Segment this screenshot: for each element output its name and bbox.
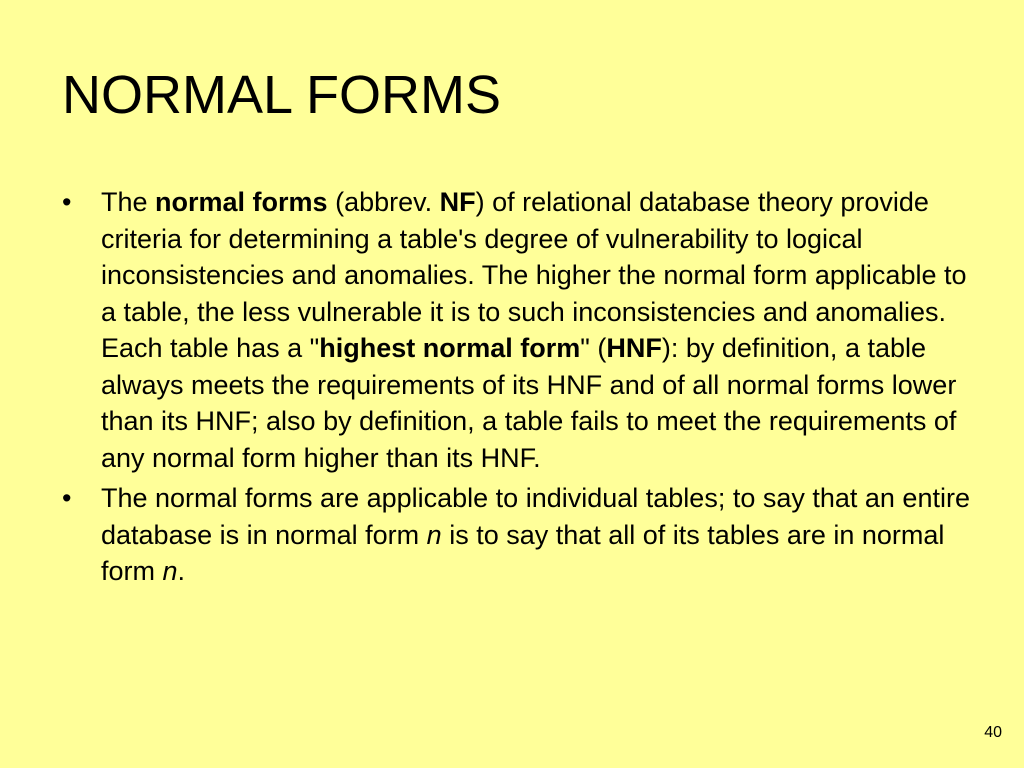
text-run: The normal forms are applicable to individual tables; to say that an entire database is in normal form xyxy=(101,483,970,550)
bullet-text xyxy=(101,187,967,473)
bold-term: HNF xyxy=(606,333,662,363)
bullet-item xyxy=(62,184,982,476)
text-run: The xyxy=(101,187,156,217)
text-run: ): by definition, a table always meets the requirements of its HNF and of all normal forms lower than its HNF; also by definition, a table fails to meet the requirements of any normal form higher than its HNF. xyxy=(101,333,957,473)
bullet-text xyxy=(101,483,970,586)
text-run: . xyxy=(177,556,186,586)
bullet-marker: • xyxy=(62,483,72,513)
slide-title: NORMAL FORMS xyxy=(62,65,502,125)
bullet-marker: • xyxy=(62,187,72,217)
bold-term: highest normal form xyxy=(319,333,581,363)
text-run: is to say that all of its tables are in normal form xyxy=(101,519,945,586)
text-run: " ( xyxy=(580,333,607,363)
text-run: ) of relational database theory provide criteria for determining a table's degree of vulnerability to logical inconsistencies and anomalies. The higher the normal form applicable to a table, the less vulnerable it is to such inconsistencies and anomalies. Each table has a " xyxy=(101,187,967,363)
bullet-item xyxy=(62,480,982,590)
italic-variable: n xyxy=(162,556,178,586)
page-number: 40 xyxy=(984,724,1002,741)
bold-term: NF xyxy=(439,187,476,217)
italic-variable: n xyxy=(426,519,442,550)
bold-term: normal forms xyxy=(155,187,328,217)
bullet-list xyxy=(62,184,982,594)
text-run: (abbrev. xyxy=(327,187,440,217)
